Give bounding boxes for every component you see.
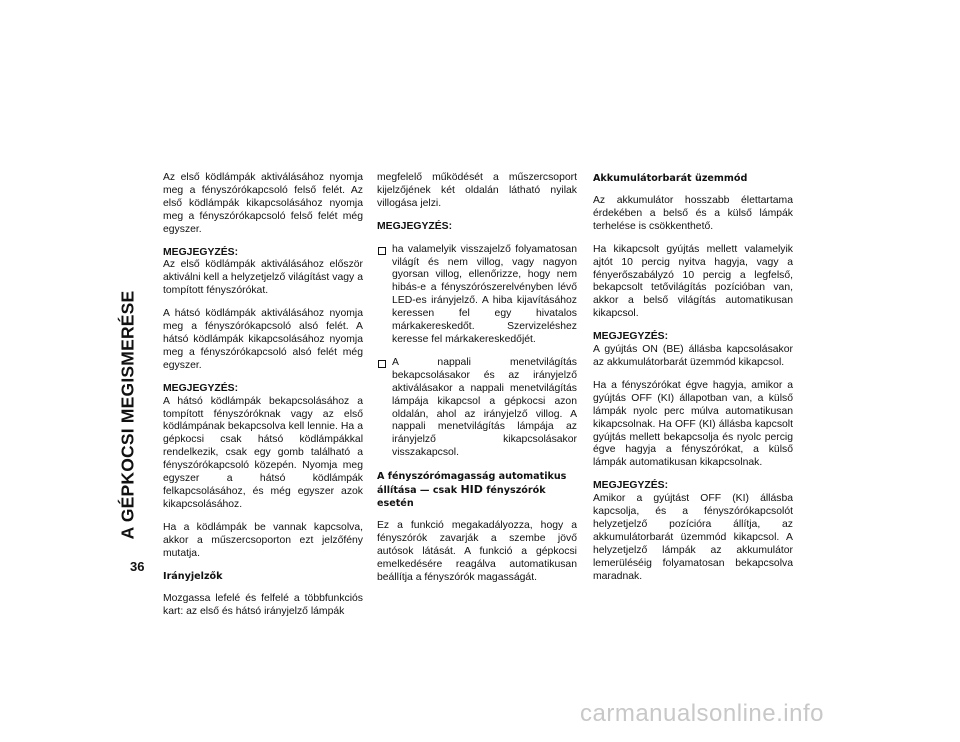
bullet-text: A nappali menetvilágítás bekapcsolásakor és az irányjelző aktiválásakor a nappali menetvilágítás lámpája kikapcsol a gépkocsi azon oldalán, ahol az irányjelző villog. A nappali menetvilágítás lámpája az irányjelző kikapcsolásakor visszakapcsol. <box>392 356 577 459</box>
page-number: 36 <box>130 559 145 574</box>
section-heading-headlamp-leveling <box>377 470 577 510</box>
bullet-item <box>377 244 577 347</box>
section-heading-battery-saver: Akkumulátorbarát üzemmód <box>593 173 748 184</box>
note-text: Amikor a gyújtást OFF (KI) állásba kapcsolja, és a fényszórókapcsolót helyzetjelző pozícióra állítja, az akkumulátorbarát üzemmód kikapcsol. A helyzetjelző lámpák az akkumulátor lemerüléséig folyamatosan bekapcsolva maradnak. <box>593 493 793 582</box>
note-label: MEGJEGYZÉS: <box>163 382 239 394</box>
section-heading-turn-signals: Irányjelzők <box>163 571 223 583</box>
paragraph: Ha a ködlámpák be vannak kapcsolva, akkor a műszercsoporton ezt jelzőfény mutatja. <box>163 521 363 559</box>
note-label: MEGJEGYZÉS: <box>163 246 239 258</box>
paragraph: Ez a funkció megakadályozza, hogy a fényszórók zavarják a szembe jövő autósok látását. A funkció a gépkocsi emelkedésére reagálva automatikusan beállítja a fényszórók magasságát. <box>377 520 577 583</box>
note-text: A gyújtás ON (BE) állásba kapcsolásakor az akkumulátorbarát üzemmód kikapcsol. <box>593 344 793 368</box>
column-2 <box>377 172 577 595</box>
heading-hid: HID <box>460 483 483 497</box>
note-text: Az első ködlámpák aktiválásához először aktiválni kell a helyzetjelző világítást vagy a tompított fényszórókat. <box>163 259 363 297</box>
note-label: MEGJEGYZÉS: <box>593 480 669 492</box>
chapter-side-title: A GÉPKOCSI MEGISMERÉSE <box>117 290 138 540</box>
note-text: A hátsó ködlámpák bekapcsolásához a tompított fényszóróknak vagy az első ködlámpának bekapcsolva kell lennie. Ha a gépkocsi csak hátsó ködlámpákkal rendelkezik, csak egy gomb található a fényszórókapcsoló közepén. Nyomja meg egyszer a hátsó ködlámpák felkapcsolásához, és még egyszer azok kikapcsolásához. <box>163 395 363 510</box>
checkbox-bullet-icon <box>378 360 386 368</box>
paragraph: Ha a fényszórókat égve hagyja, amikor a gyújtás OFF (KI) állapotban van, a külső lámpák nyolc perc múlva automatikusan kikapcsolnak. Ha OFF (KI) állásba kapcsolt gyújtás mellett bekapcsolja és nyolc percig égve hagyja a fényszórókat, a külső lámpák automatikusan kikapcsolnak. <box>593 379 793 469</box>
paragraph: Mozgassa lefelé és felfelé a többfunkciós kart: az első és hátsó irányjelző lámpák <box>163 593 363 618</box>
column-1 <box>163 172 363 629</box>
watermark: carmanualsonline.info <box>580 700 824 727</box>
column-3 <box>593 172 793 593</box>
bullet-item <box>377 357 577 460</box>
paragraph: A hátsó ködlámpák aktiválásához nyomja meg a fényszórókapcsoló alsó felét. A hátsó ködlámpák kikapcsolásához nyomja meg a fényszórókapcsoló alsó felét még egyszer. <box>163 308 363 371</box>
paragraph: Az első ködlámpák aktiválásához nyomja meg a fényszórókapcsoló felső felét. Az első ködlámpák kikapcsolásához nyomja meg a fényszórókapcsoló felső felét még egyszer. <box>163 172 363 235</box>
bullet-text: ha valamelyik visszajelző folyamatosan világít és nem villog, vagy nagyon gyorsan villog, ellenőrizze, hogy nem hibás-e a fényszórószerelvényben lévő LED-es irányjelző. A hiba kijavításához keressen fel egy hivatalos márkakereskedőt. Szervizeléshez keresse fel márkakereskedőjét. <box>392 243 577 345</box>
heading-part: A fényszórómagasság automatikus állítása — csak <box>377 471 567 497</box>
paragraph: Ha kikapcsolt gyújtás mellett valamelyik ajtót 10 percig nyitva hagyja, vagy a fényerőszabályzó 10 percig a legfelső, bekapcsolt tetővilágítás pozícióban van, akkor a belső világítás automatikusan kikapcsol. <box>593 243 793 320</box>
paragraph: Az akkumulátor hosszabb élettartama érdekében a belső és a külső lámpák terhelése is csökkenthető. <box>593 195 793 232</box>
checkbox-bullet-icon <box>378 247 386 255</box>
note-label: MEGJEGYZÉS: <box>593 331 669 343</box>
paragraph: megfelelő működését a műszercsoport kijelzőjének két oldalán látható nyilak villogása jelzi. <box>377 172 577 209</box>
note-label: MEGJEGYZÉS: <box>377 220 453 232</box>
heading-part: fényszórók esetén <box>377 485 546 510</box>
